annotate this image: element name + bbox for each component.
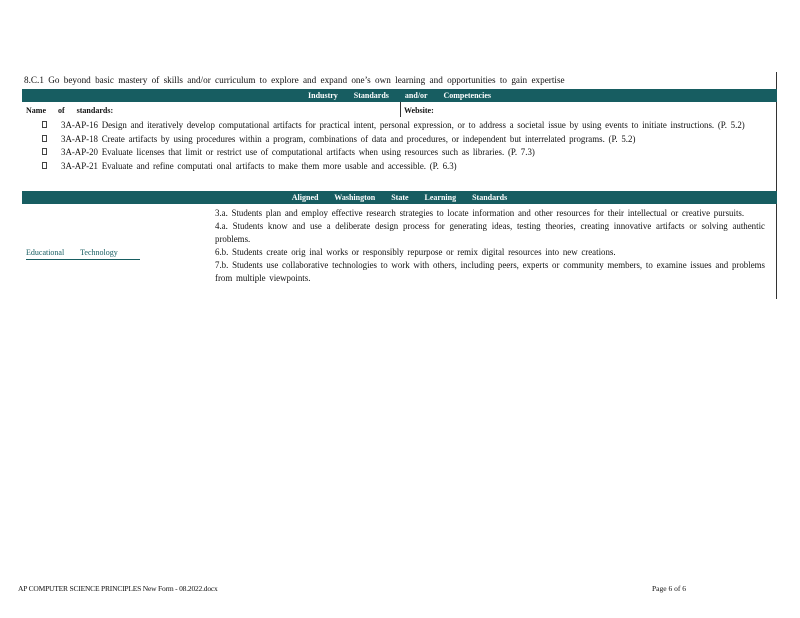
list-item <box>40 160 770 173</box>
footer-page-number: Page 6 of 6 <box>652 584 686 593</box>
standards-list <box>40 119 770 173</box>
footer-filename: AP COMPUTER SCIENCE PRINCIPLES New Form - 08.2022.docx <box>18 584 218 593</box>
standard-item: 7.b. Students use collaborative technologies to work with others, including peers, experts or community members, to examine issues and problems from multiple viewpoints. <box>215 260 765 283</box>
standard-item: 3.a. Students plan and employ effective research strategies to locate information and other resources for their intellectual or creative pursuits. <box>215 208 745 218</box>
table-right-border <box>776 72 777 299</box>
list-item-text: 3A-AP-16 Design and iteratively develop computational artifacts for practical intent, personal expression, or to address a societal issue by using events to initiate instructions. (P. 5.2) <box>61 120 745 130</box>
aligned-standards-header: Aligned Washington State Learning Standards <box>22 191 777 204</box>
bullet-icon <box>42 121 47 128</box>
list-item <box>40 133 770 146</box>
column-divider <box>400 102 401 117</box>
website-label: Website: <box>404 106 434 115</box>
standard-item: 4.a. Students know and use a deliberate design process for generating ideas, testing theories, creating innovative artifacts or solving authentic problems. <box>215 221 765 244</box>
list-item-text: 3A-AP-21 Evaluate and refine computati onal artifacts to make them more usable and accessible. (P. 6.3) <box>61 160 457 171</box>
bullet-icon <box>42 135 47 142</box>
list-item-text: 3A-AP-18 Create artifacts by using procedures within a program, combinations of data and procedures, or independent but interrelated programs. (P. 5.2) <box>61 133 636 144</box>
washington-standards-list <box>215 207 765 285</box>
industry-standards-header: Industry Standards and/or Competencies <box>22 89 777 102</box>
bullet-icon <box>42 148 47 155</box>
list-item <box>40 119 770 132</box>
name-of-standards-label: Name of standards: <box>26 106 114 115</box>
standard-item: 6.b. Students create orig inal works or responsibly repurpose or remix digital resources into new creations. <box>215 247 616 257</box>
educational-technology-link[interactable]: Educational Technology <box>26 248 140 260</box>
bullet-icon <box>42 162 47 169</box>
list-item-text: 3A-AP-20 Evaluate licenses that limit or restrict use of computational artifacts when using resources such as libraries. (P. 7.3) <box>61 147 535 157</box>
intro-line: 8.C.1 Go beyond basic mastery of skills and/or curriculum to explore and expand one’s own learning and opportunities to gain expertise <box>24 75 565 85</box>
list-item <box>40 146 770 159</box>
